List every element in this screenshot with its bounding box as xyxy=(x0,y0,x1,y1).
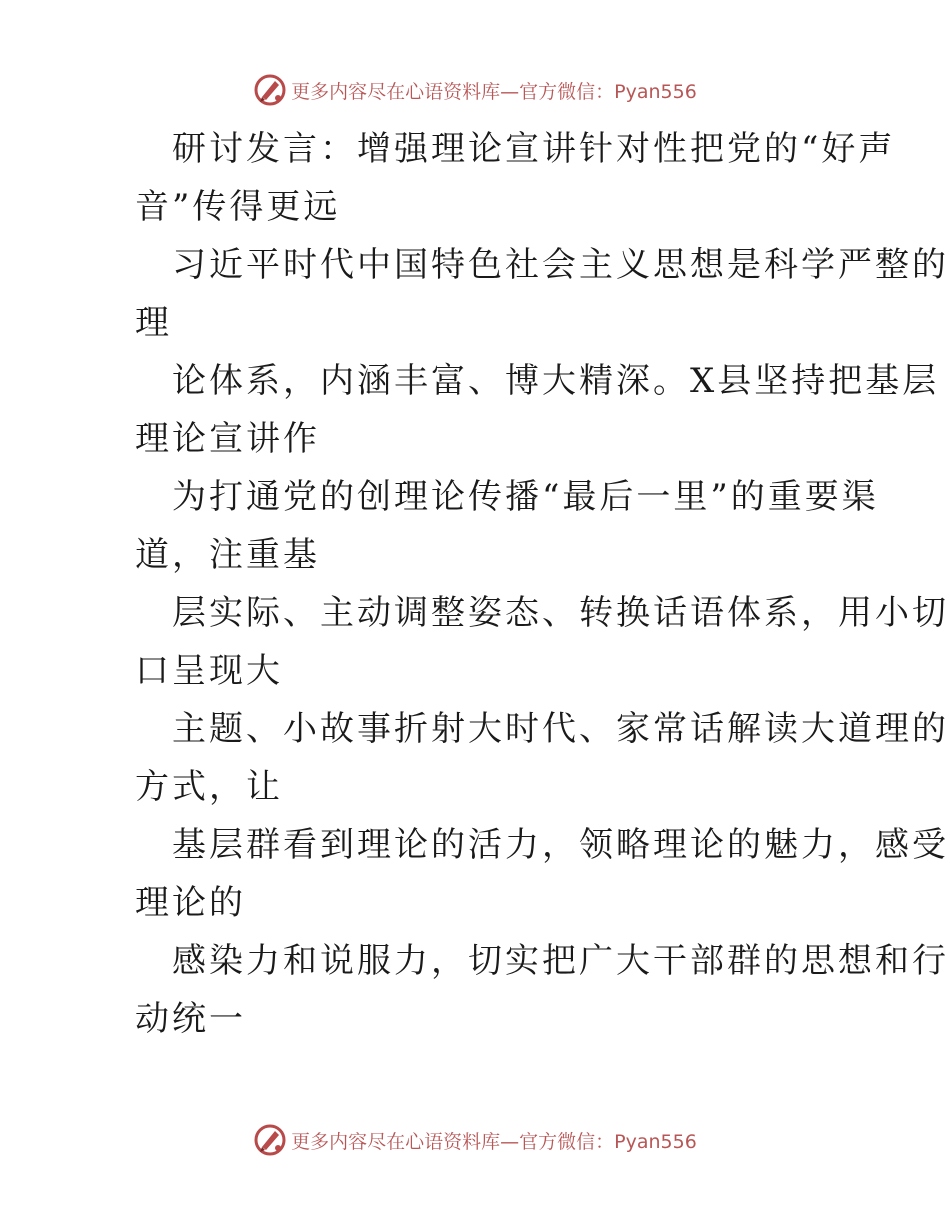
pen-logo-icon xyxy=(253,73,287,107)
body-line: 道，注重基 xyxy=(135,535,320,575)
document-paragraph xyxy=(98,120,949,1048)
document-body xyxy=(98,120,949,1048)
footer-banner-text: 更多内容尽在心语资料库—官方微信：Pyan556 xyxy=(291,1130,697,1153)
body-line: 理 xyxy=(135,303,172,343)
body-line: 为打通党的创理论传播“最后一里”的重要渠 xyxy=(172,477,879,517)
body-line: 理论宣讲作 xyxy=(135,419,320,459)
body-line: 论体系，内涵丰富、博大精深。X县坚持把基层 xyxy=(172,361,940,401)
body-line: 基层群看到理论的活力，领略理论的魅力，感受 xyxy=(172,825,949,865)
body-line: 主题、小故事折射大时代、家常话解读大道理的 xyxy=(172,709,949,749)
header-banner xyxy=(0,70,950,110)
body-line: 口呈现大 xyxy=(135,651,283,691)
body-line: 理论的 xyxy=(135,883,246,923)
title-line-2: 音”传得更远 xyxy=(135,187,341,227)
title-line-1: 研讨发言：增强理论宣讲针对性把党的“好声 xyxy=(172,129,896,169)
body-line: 习近平时代中国特色社会主义思想是科学严整的 xyxy=(172,245,949,285)
header-banner-text: 更多内容尽在心语资料库—官方微信：Pyan556 xyxy=(291,80,697,103)
body-line: 方式，让 xyxy=(135,767,283,807)
pen-logo-icon xyxy=(253,1123,287,1157)
body-line: 层实际、主动调整姿态、转换话语体系，用小切 xyxy=(172,593,949,633)
body-line: 感染力和说服力，切实把广大干部群的思想和行 xyxy=(172,941,949,981)
body-line: 动统一 xyxy=(135,999,246,1039)
footer-banner xyxy=(0,1120,950,1160)
